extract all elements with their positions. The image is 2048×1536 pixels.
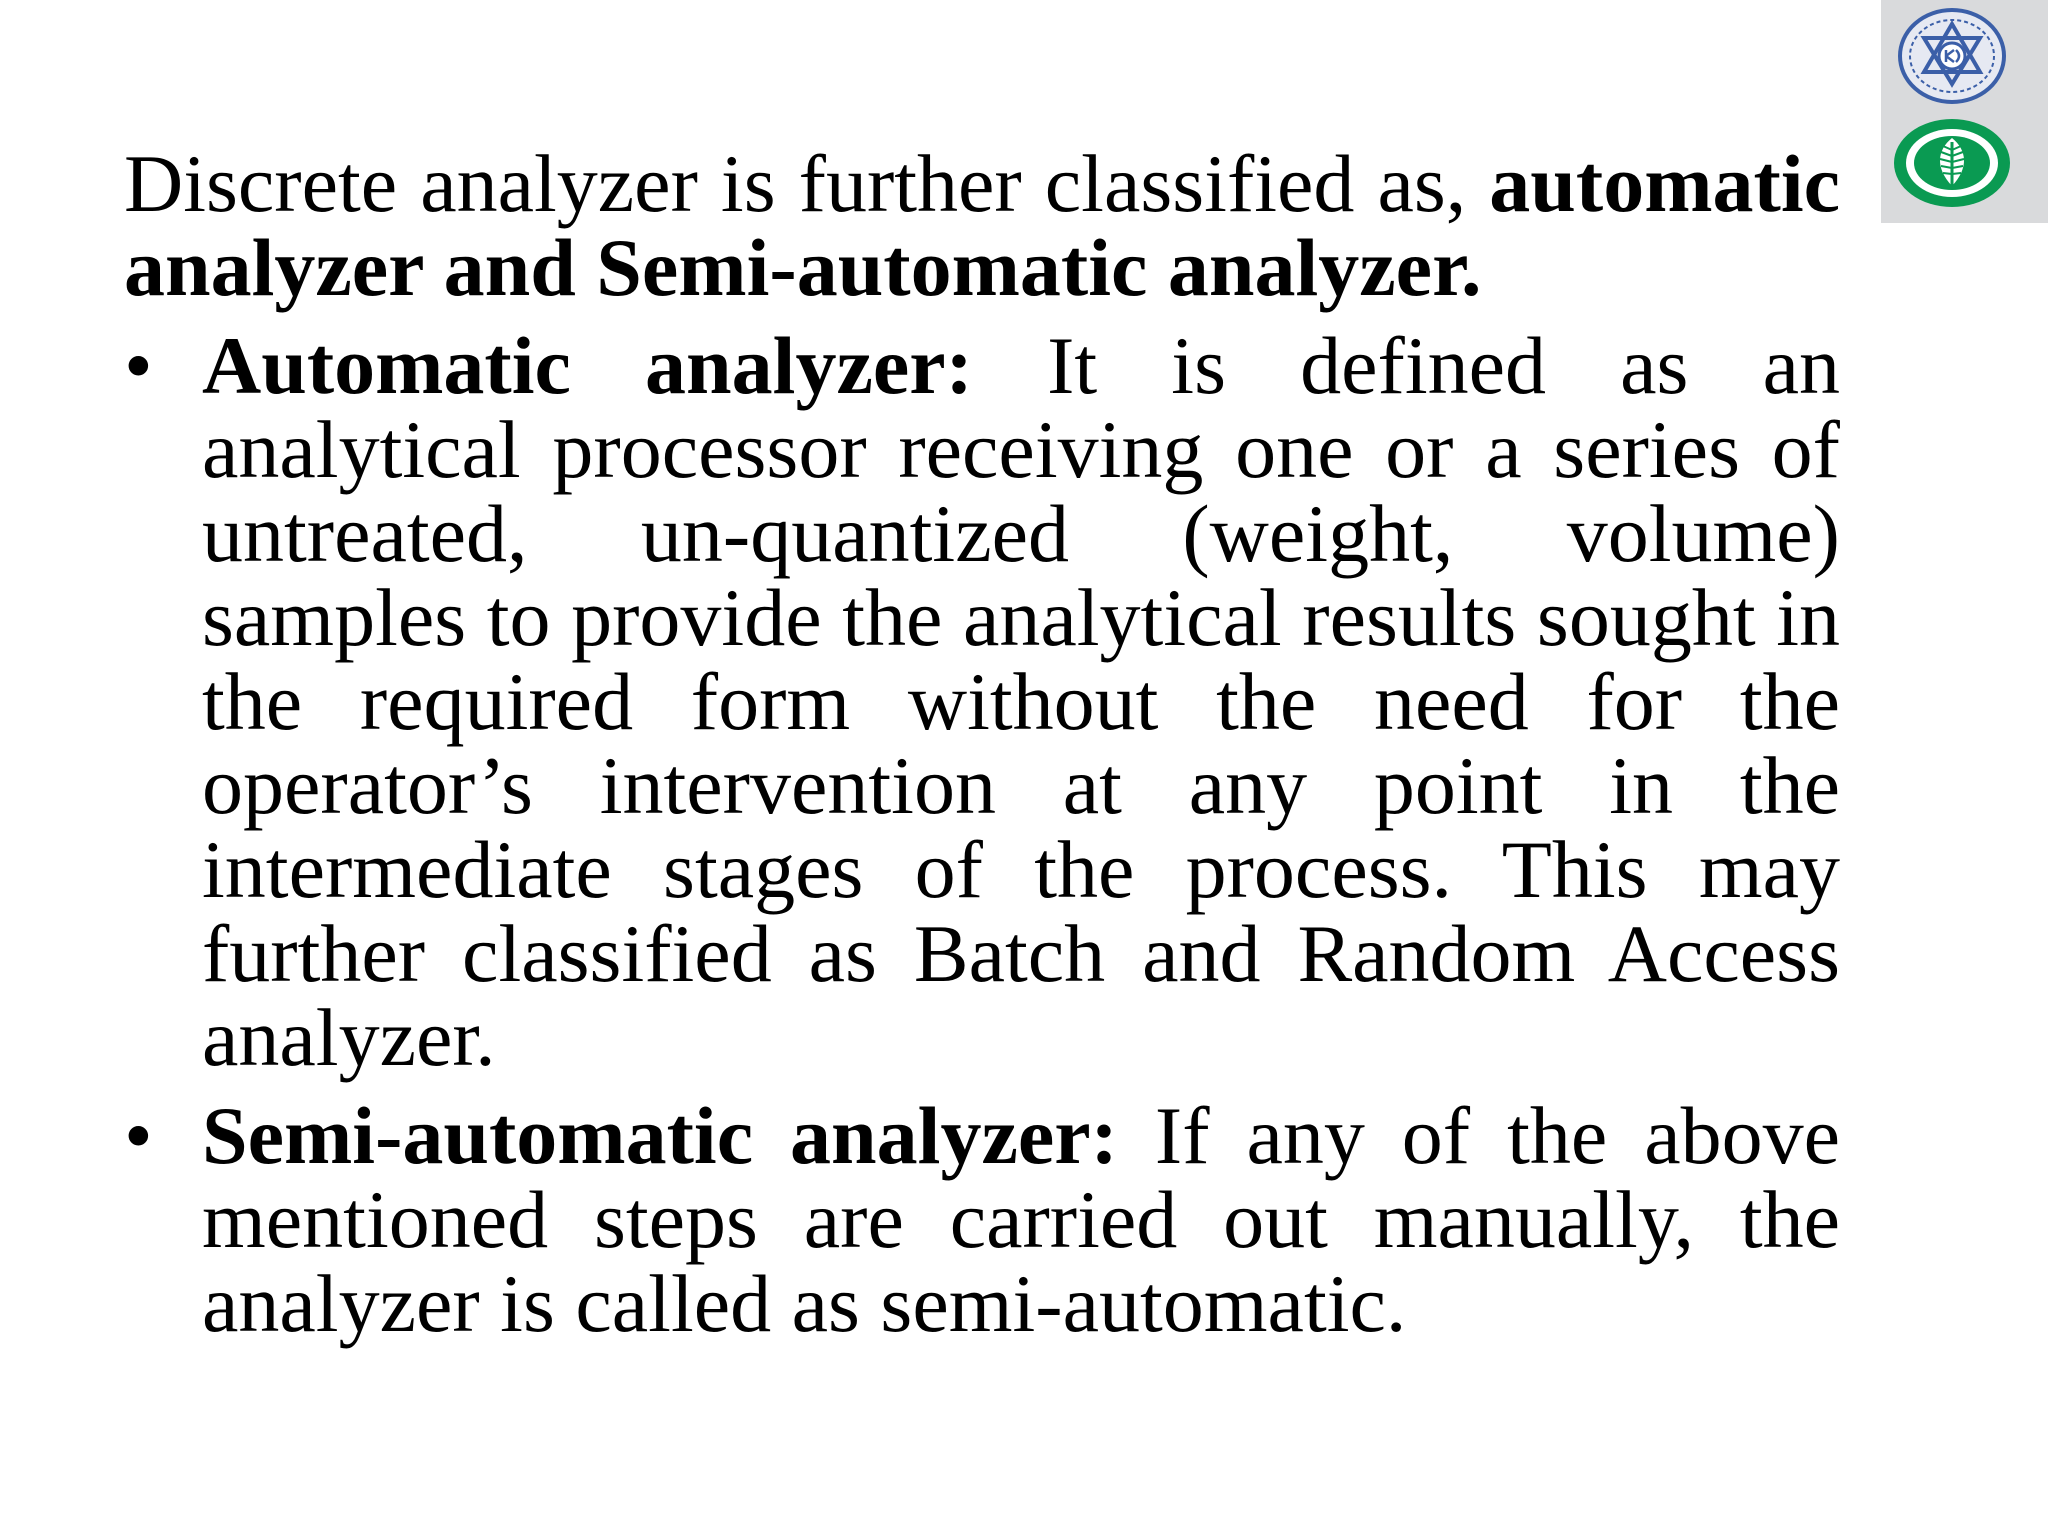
intro-text: Discrete analyzer is further classified as, [124,138,1490,229]
bullet-marker: • [124,1090,153,1181]
logo-panel [1881,0,2048,223]
bullet-semi-automatic-analyzer [124,1090,1840,1349]
institution-emblem-icon [1896,6,2008,106]
leaf-emblem-icon [1891,116,2013,210]
bullet-text: It is defined as an analytical processor receiving one or a series of untreated, un-quantized (weight, volume) samples to provide the analytical results sought in the required form without the need for the operator’s intervention at any point in the intermediate stages of the process. This may further classified as Batch and Random Access analyzer. [202,320,1840,1083]
intro-paragraph [124,138,1840,313]
intro-bold-text: automatic analyzer and Semi-automatic analyzer. [124,138,1840,313]
bullet-list [124,320,1840,1349]
bullet-text: If any of the above mentioned steps are carried out manually, the analyzer is called as semi-automatic. [202,1090,1840,1349]
slide-content [124,138,1840,1360]
bullet-term: Automatic analyzer: [202,320,973,411]
bullet-automatic-analyzer [124,320,1840,1083]
bullet-term: Semi-automatic analyzer: [202,1090,1118,1181]
bullet-marker: • [124,320,153,411]
